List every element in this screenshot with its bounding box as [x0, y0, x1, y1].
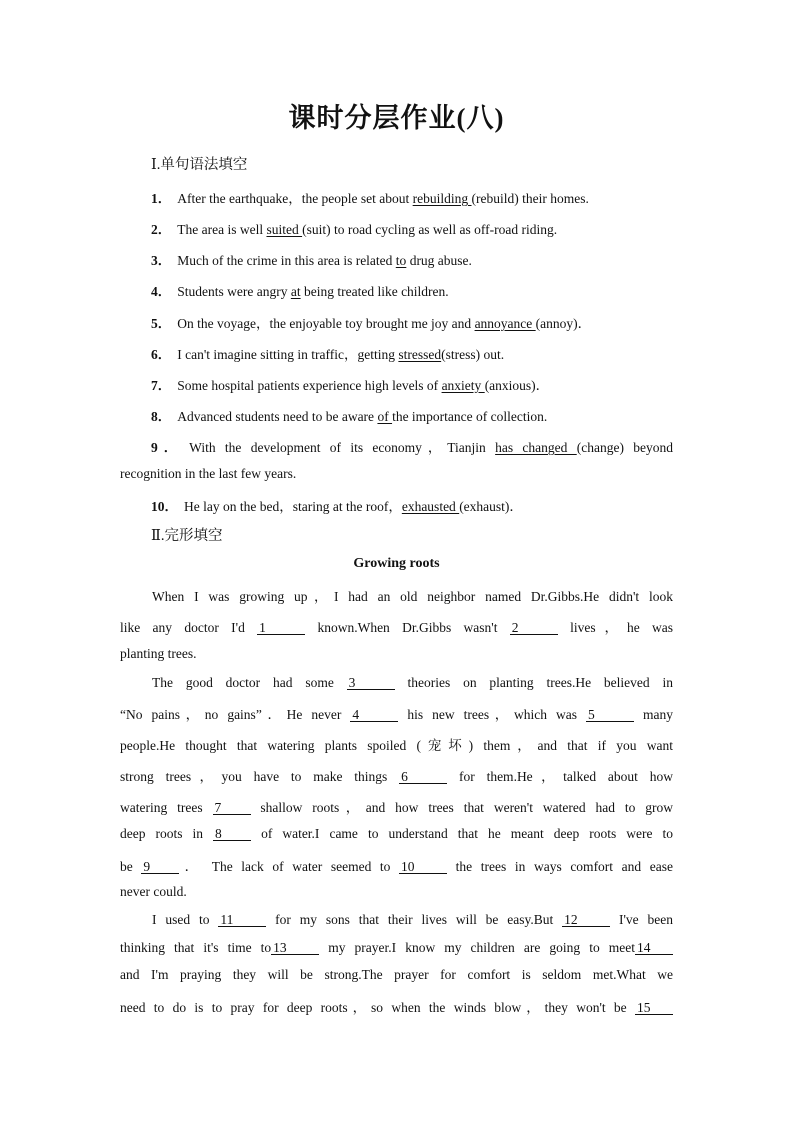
item-text: On the voyage，the enjoyable toy brought me joy and — [177, 316, 475, 331]
blank-9[interactable]: 9 — [141, 860, 179, 874]
passage-line: strong trees，you have to make things 6 for them.He，talked about how — [120, 769, 673, 784]
grammar-item-4 — [151, 280, 673, 300]
blank-2[interactable]: 2 — [510, 621, 558, 635]
passage-line: and I'm praying they will be strong.The prayer for comfort is seldom met.What we — [120, 967, 673, 982]
item-text: Much of the crime in this area is related — [177, 253, 396, 268]
item-number: 7． — [151, 378, 172, 393]
item-text: Some hospital patients experience high levels of — [177, 378, 442, 393]
item-text: Advanced students need to be aware — [177, 409, 378, 424]
blank-15[interactable]: 15 — [635, 1001, 673, 1015]
item-number: 9． — [151, 440, 184, 455]
passage-line: watering trees 7 shallow roots，and how trees that weren't watered had to grow — [120, 800, 673, 815]
item-text: Students were angry — [177, 284, 291, 299]
item-text: drug abuse. — [406, 253, 472, 268]
passage-line: When I was growing up，I had an old neighbor named Dr.Gibbs.He didn't look — [152, 589, 673, 604]
passage-line: people.He thought that watering plants spoiled (宠坏) them，and that if you want — [120, 738, 673, 753]
blank-14[interactable]: 14 — [635, 941, 673, 955]
answer-word: suited — [266, 222, 303, 237]
blank-1[interactable]: 1 — [257, 621, 305, 635]
section-2-heading: Ⅱ.完形填空 — [151, 528, 223, 544]
answer-word: of — [377, 409, 393, 424]
item-number: 1． — [151, 191, 172, 206]
item-text: (exhaust)． — [459, 499, 523, 514]
blank-5[interactable]: 5 — [586, 708, 634, 722]
item-text: recognition in the last few years. — [120, 466, 297, 481]
item-text: (suit) to road cycling as well as off-road riding. — [302, 222, 558, 237]
item-number: 5． — [151, 316, 172, 331]
grammar-item-8 — [151, 405, 673, 425]
item-number: 6． — [151, 347, 172, 362]
passage-line: deep roots in 8 of water.I came to understand that he meant deep roots were to — [120, 826, 673, 841]
blank-10[interactable]: 10 — [399, 860, 447, 874]
item-text: (rebuild) their homes. — [471, 191, 589, 206]
passage-line: like any doctor I'd 1 known.When Dr.Gibbs wasn't 2 lives，he was — [120, 620, 674, 635]
blank-8[interactable]: 8 — [213, 827, 251, 841]
grammar-item-9 — [151, 436, 673, 456]
answer-word: annoyance — [474, 316, 536, 331]
grammar-item-6 — [151, 343, 673, 363]
item-text: After the earthquake，the people set about — [177, 191, 413, 206]
blank-6[interactable]: 6 — [399, 770, 447, 784]
blank-12[interactable]: 12 — [562, 913, 610, 927]
passage-line: need to do is to pray for deep roots，so when the winds blow，they won't be 15 — [120, 996, 673, 1016]
item-number: 8． — [151, 409, 172, 424]
passage-line: The good doctor had some 3 theories on planting trees.He believed in — [152, 675, 673, 690]
item-number: 3． — [151, 253, 172, 268]
item-text: (change) beyond — [576, 440, 673, 455]
blank-11[interactable]: 11 — [218, 913, 266, 927]
grammar-item-5 — [151, 312, 673, 332]
passage-line: planting trees. — [120, 646, 197, 661]
grammar-item-7 — [151, 374, 673, 394]
grammar-item-10 — [120, 466, 673, 482]
passage-title: Growing roots — [353, 556, 440, 571]
section-1-heading: Ⅰ.单句语法填空 — [151, 157, 248, 173]
answer-word: rebuilding — [412, 191, 472, 206]
item-text: (stress) out. — [441, 347, 505, 362]
passage-line: thinking that it's time to 13 my prayer.I know my children are going to meet 14 — [120, 940, 673, 956]
item-number: 10． — [151, 499, 178, 514]
item-text: With the development of its economy，Tianjin — [189, 440, 496, 455]
answer-word: has changed — [495, 440, 577, 455]
item-text: He lay on the bed，staring at the roof， — [184, 499, 402, 514]
passage-line: be 9 ． The lack of water seemed to 10 the trees in ways comfort and ease — [120, 859, 673, 874]
blank-7[interactable]: 7 — [213, 801, 251, 815]
answer-word: stressed — [398, 347, 442, 362]
grammar-item-2 — [151, 218, 673, 238]
grammar-item-11 — [151, 495, 673, 515]
item-text: the importance of collection. — [392, 409, 548, 424]
blank-4[interactable]: 4 — [350, 708, 398, 722]
item-text: The area is well — [177, 222, 267, 237]
page-title: 课时分层作业(八) — [288, 103, 505, 133]
item-text: (annoy)． — [535, 316, 592, 331]
blank-13[interactable]: 13 — [271, 941, 319, 955]
answer-word: exhausted — [401, 499, 460, 514]
item-number: 2． — [151, 222, 172, 237]
passage-line: “No pains，no gains”．He never 4 his new trees，which was 5 many — [120, 707, 674, 722]
answer-word: at — [290, 284, 301, 299]
passage-line: never could. — [120, 884, 187, 899]
item-text: being treated like children. — [300, 284, 449, 299]
item-text: I can't imagine sitting in traffic，getting — [177, 347, 399, 362]
grammar-item-1 — [151, 187, 673, 207]
blank-3[interactable]: 3 — [347, 676, 395, 690]
grammar-item-3 — [151, 249, 673, 269]
answer-word: to — [395, 253, 407, 268]
answer-word: anxiety — [441, 378, 485, 393]
passage-line: I used to 11 for my sons that their lives will be easy.But 12 I've been — [152, 912, 673, 927]
item-number: 4． — [151, 284, 172, 299]
item-text: (anxious)． — [484, 378, 550, 393]
